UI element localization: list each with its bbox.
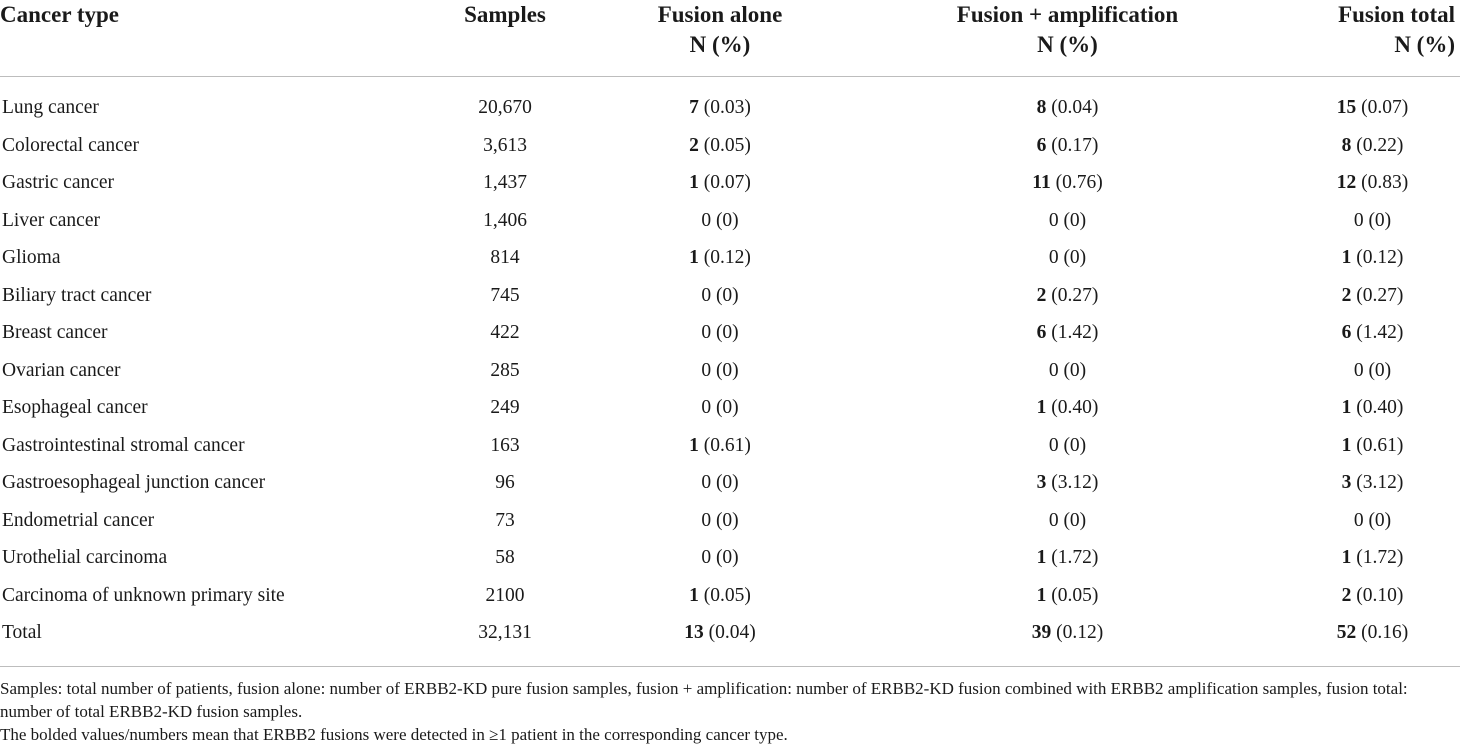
count-value: 2 [1341,284,1352,306]
table-footnotes [0,677,1460,746]
header-cancer-type [0,0,119,30]
cancer-type-cell: Breast cancer [2,322,108,343]
count-value: 0 [701,322,712,343]
table-row [0,314,1460,352]
percent-value: (0) [715,547,739,568]
count-value: 6 [1341,322,1352,343]
percent-value: (0.10) [1356,584,1404,606]
fusion-total-cell [1300,277,1445,315]
fusion-total-cell [1300,539,1445,577]
count-value: 13 [684,622,704,643]
header-samples [420,0,590,30]
percent-value: (0.07) [1361,97,1409,118]
table-row [0,502,1460,540]
fusion-total-cell [1300,577,1445,615]
count-value: 0 [701,397,712,418]
percent-value: (0.05) [703,134,751,156]
percent-value: (0.05) [1051,584,1099,606]
cancer-type-cell: Gastric cancer [2,172,115,193]
cancer-type-cell: Colorectal cancer [2,134,139,156]
count-value: 1 [1341,547,1352,568]
fusion-total-cell [1300,202,1445,240]
percent-value: (0.04) [1051,97,1099,118]
percent-value: (0.04) [708,622,756,643]
percent-value: (0) [1063,434,1087,456]
samples-cell: 814 [490,247,520,268]
percent-value: (3.12) [1051,472,1099,493]
fusion-alone-cell [620,277,820,315]
fusion-amplification-cell [900,614,1235,652]
count-value: 8 [1036,97,1047,118]
fusion-amplification-cell [900,577,1235,615]
fusion-amplification-cell [900,277,1235,315]
table-bottom-rule [0,666,1460,667]
fusion-amplification-cell [900,427,1235,465]
count-value: 0 [701,547,712,568]
samples-cell: 58 [495,547,515,568]
percent-value: (0) [715,284,739,306]
percent-value: (0.03) [703,97,751,118]
percent-value: (1.42) [1356,322,1404,343]
count-value: 0 [701,284,712,306]
table-row [0,577,1460,615]
fusion-amplification-cell [900,164,1235,202]
fusion-total-cell [1300,164,1445,202]
percent-value: (0) [715,509,739,531]
fusion-amplification-cell [900,127,1235,165]
cancer-type-cell: Biliary tract cancer [2,284,152,306]
count-value: 1 [1036,584,1047,606]
percent-value: (0) [1063,209,1087,231]
fusion-total-cell [1300,614,1445,652]
percent-value: (0.12) [703,247,751,268]
header-fusion-total [1290,0,1455,60]
table-header [0,0,1460,77]
count-value: 8 [1341,134,1352,156]
samples-cell: 285 [490,359,520,381]
fusion-alone-cell [620,614,820,652]
samples-cell: 3,613 [483,134,527,156]
header-sublabel: N (%) [689,32,751,57]
fusion-alone-cell [620,539,820,577]
fusion-total-cell [1300,464,1445,502]
header-label: Fusion + amplification [956,2,1179,27]
percent-value: (0) [1368,509,1392,531]
count-value: 7 [689,97,699,118]
samples-cell: 2100 [485,584,525,606]
fusion-alone-cell [620,502,820,540]
count-value: 1 [1341,434,1352,456]
percent-value: (1.72) [1356,547,1404,568]
cancer-type-cell: Lung cancer [2,97,99,118]
count-value: 0 [1353,509,1364,531]
fusion-total-cell [1300,352,1445,390]
percent-value: (0) [1063,359,1087,381]
count-value: 1 [1036,547,1047,568]
table-row [0,164,1460,202]
table-row [0,614,1460,652]
count-value: 0 [1048,209,1059,231]
fusion-amplification-cell [900,389,1235,427]
percent-value: (0.61) [703,434,751,456]
count-value: 0 [701,359,712,381]
samples-cell: 1,406 [483,209,527,231]
samples-cell: 249 [490,397,520,418]
table-row [0,539,1460,577]
fusion-alone-cell [620,127,820,165]
count-value: 52 [1336,622,1357,643]
header-label: Samples [464,2,546,27]
header-fusion-alone [620,0,820,60]
percent-value: (0) [715,359,739,381]
fusion-amplification-cell [900,89,1235,127]
count-value: 6 [1036,134,1047,156]
header-sublabel: N (%) [1037,32,1098,57]
percent-value: (0) [1063,509,1087,531]
percent-value: (0) [1063,247,1087,268]
percent-value: (0) [715,472,739,493]
count-value: 6 [1036,322,1047,343]
fusion-alone-cell [620,577,820,615]
count-value: 1 [1341,247,1352,268]
percent-value: (0) [715,209,739,231]
count-value: 12 [1336,172,1357,193]
samples-cell: 73 [495,509,515,531]
header-sublabel: N (%) [1394,32,1455,57]
cancer-type-cell: Glioma [2,247,61,268]
count-value: 1 [689,247,699,268]
fusion-alone-cell [620,389,820,427]
samples-cell: 422 [490,322,520,343]
cancer-type-cell: Ovarian cancer [2,359,121,381]
percent-value: (1.42) [1051,322,1099,343]
count-value: 0 [701,472,712,493]
fusion-amplification-cell [900,202,1235,240]
count-value: 0 [1048,509,1059,531]
fusion-amplification-cell [900,352,1235,390]
header-label: Cancer type [0,2,120,27]
cancer-type-cell: Total [2,622,42,643]
count-value: 0 [1353,209,1364,231]
cancer-type-cell: Esophageal cancer [2,397,148,418]
samples-cell: 32,131 [478,622,532,643]
percent-value: (0.27) [1356,284,1404,306]
count-value: 0 [701,209,712,231]
header-label: Fusion alone [657,2,783,27]
fusion-alone-cell [620,427,820,465]
count-value: 0 [1048,247,1059,268]
percent-value: (0.12) [1356,247,1404,268]
percent-value: (0.40) [1356,397,1404,418]
cancer-type-cell: Liver cancer [2,209,100,231]
table-row [0,239,1460,277]
fusion-alone-cell [620,164,820,202]
samples-cell: 96 [495,472,515,493]
samples-cell: 20,670 [478,97,532,118]
count-value: 11 [1032,172,1051,193]
percent-value: (0) [715,397,739,418]
fusion-alone-cell [620,202,820,240]
fusion-amplification-cell [900,539,1235,577]
fusion-total-cell [1300,127,1445,165]
count-value: 2 [689,134,699,156]
count-value: 0 [1353,359,1364,381]
fusion-alone-cell [620,239,820,277]
count-value: 3 [1341,472,1352,493]
count-value: 2 [1341,584,1352,606]
table-row [0,464,1460,502]
count-value: 15 [1336,97,1357,118]
percent-value: (3.12) [1356,472,1404,493]
fusion-alone-cell [620,464,820,502]
samples-cell: 163 [490,434,520,456]
percent-value: (1.72) [1051,547,1099,568]
fusion-amplification-cell [900,502,1235,540]
count-value: 1 [689,172,699,193]
table-row [0,277,1460,315]
percent-value: (0.83) [1361,172,1409,193]
percent-value: (0.05) [703,584,751,606]
percent-value: (0) [1368,359,1392,381]
header-fusion-amplification [900,0,1235,60]
percent-value: (0.40) [1051,397,1099,418]
table-row [0,202,1460,240]
percent-value: (0.76) [1055,172,1103,193]
fusion-total-cell [1300,427,1445,465]
table-row [0,352,1460,390]
fusion-alone-cell [620,352,820,390]
fusion-alone-cell [620,314,820,352]
table-row [0,89,1460,127]
samples-cell: 1,437 [483,172,527,193]
percent-value: (0.61) [1356,434,1404,456]
percent-value: (0.07) [703,172,751,193]
footnote-bold-meaning: The bolded values/numbers mean that ERBB2 fusions were detected in ≥1 patient in the corresponding cancer type. [0,725,788,744]
count-value: 2 [1036,284,1047,306]
table-row [0,427,1460,465]
percent-value: (0.16) [1361,622,1409,643]
count-value: 3 [1036,472,1047,493]
count-value: 1 [1036,397,1047,418]
fusion-alone-cell [620,89,820,127]
count-value: 1 [689,584,699,606]
count-value: 0 [1048,434,1059,456]
percent-value: (0.12) [1056,622,1104,643]
table-row [0,389,1460,427]
fusion-total-cell [1300,239,1445,277]
percent-value: (0) [1368,209,1392,231]
percent-value: (0.22) [1356,134,1404,156]
cancer-type-cell: Carcinoma of unknown primary site [2,584,285,606]
cancer-type-cell: Gastrointestinal stromal cancer [2,434,245,456]
fusion-total-cell [1300,502,1445,540]
count-value: 1 [689,434,699,456]
percent-value: (0) [715,322,739,343]
fusion-total-cell [1300,389,1445,427]
count-value: 0 [701,509,712,531]
fusion-amplification-cell [900,239,1235,277]
cancer-type-cell: Gastroesophageal junction cancer [2,472,266,493]
percent-value: (0.17) [1051,134,1099,156]
cancer-type-cell: Endometrial cancer [2,509,155,531]
fusion-amplification-cell [900,314,1235,352]
header-label: Fusion total [1338,2,1455,27]
fusion-total-cell [1300,314,1445,352]
fusion-total-cell [1300,89,1445,127]
table-body [0,89,1460,652]
count-value: 39 [1031,622,1052,643]
table-row [0,127,1460,165]
count-value: 1 [1341,397,1352,418]
footnote-definitions: Samples: total number of patients, fusion alone: number of ERBB2-KD pure fusion samples, fusion + amplification: number of ERBB2-KD fusion combined with ERBB2 amplification samples, fusion total: number of total ERBB2-KD fusion samples. [0,679,1408,721]
percent-value: (0.27) [1051,284,1099,306]
count-value: 0 [1048,359,1059,381]
samples-cell: 745 [490,284,520,306]
cancer-type-cell: Urothelial carcinoma [2,547,168,568]
fusion-amplification-cell [900,464,1235,502]
